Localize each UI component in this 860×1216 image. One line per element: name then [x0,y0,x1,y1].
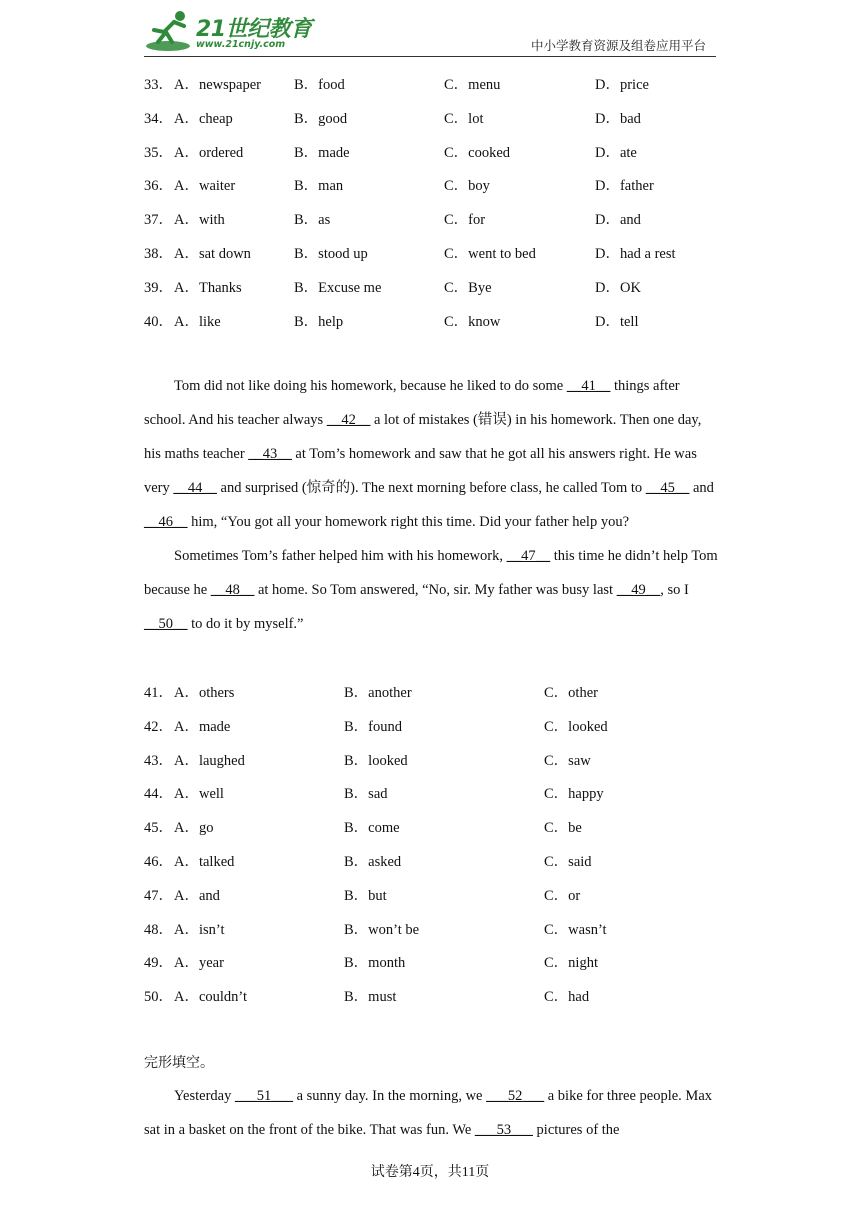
option-a: A．isn’t [174,921,225,938]
option-b: B．looked [344,752,408,769]
question-number: 33． [144,77,173,93]
passage-text: to do it by myself.” [187,616,304,632]
passage-text: and surprised (惊奇的). The next morning before class, he called Tom to [216,480,646,496]
option-c: C．night [544,955,598,972]
option-b: B．good [294,110,348,127]
question-number: 40． [144,313,173,330]
logo-text: 21世纪教育 [196,17,312,42]
passage-text: him, “You got all your homework right this time. Did your father help you? [187,514,630,530]
header-platform-text: 中小学教育资源及组卷应用平台 [530,38,706,53]
question-number: 47． [144,887,173,904]
option-b: B．but [344,887,387,904]
passage-text: and [689,480,714,496]
passage-text: this time he didn’t help Tom because he [144,548,718,598]
option-d: D．OK [595,279,641,296]
passage-3 [144,1079,718,1147]
option-a: A．go [174,820,214,837]
option-a: A．sat down [174,246,251,262]
option-a: A．waiter [174,178,236,195]
runner-logo-icon [144,8,196,54]
question-number: 42． [144,718,173,735]
question-number: 50． [144,989,173,1006]
option-c: C．for [444,212,486,229]
option-a: A．cheap [174,110,233,127]
option-c: C．had [544,989,590,1006]
option-a: A．Thanks [174,279,242,296]
option-b: B．Excuse me [294,279,382,296]
option-c: C．saw [544,752,591,769]
option-a: A．well [174,786,224,803]
option-b: B．found [344,718,402,735]
answer-blank: __44__ [173,480,217,496]
passage-text: Sometimes Tom’s father helped him with his homework, [174,548,507,564]
option-a: A．and [174,887,220,904]
question-number: 34． [144,110,173,127]
option-d: D．and [595,212,641,229]
option-d: D．father [595,178,654,195]
question-number: 45． [144,820,173,837]
passage-text: a bike for three people. Max sat in a basket on the front of the bike. That was fun. We [144,1088,713,1138]
answer-blank: __50__ [144,616,188,632]
option-a: A．made [174,718,231,735]
option-b: B．help [294,313,344,330]
answer-blank: __49__ [616,582,661,598]
option-b: B．sad [344,786,388,803]
question-number: 39． [144,279,173,296]
answer-blank: __41__ [566,378,611,394]
option-d: D．had a rest [595,246,676,262]
logo-url: www.21cnjy.com [196,39,286,50]
paragraph [144,1079,718,1147]
option-b: B．must [344,989,397,1006]
option-a: A．year [174,955,224,972]
question-number: 37． [144,212,173,229]
option-b: B．stood up [294,246,368,262]
question-number: 41． [144,685,173,701]
option-d: D．tell [595,313,639,330]
paragraph [144,369,718,539]
option-b: B．food [294,77,345,93]
option-d: D．ate [595,144,637,161]
passage-text: at Tom’s homework and saw that he got all his answers right. He was very [144,446,697,496]
page-footer: 试卷第4页，共11页 [370,1165,490,1180]
answer-blank: __46__ [144,514,188,530]
option-a: A．with [174,212,225,229]
question-number: 35． [144,144,173,161]
option-b: B．won’t be [344,921,420,938]
answer-blank: __48__ [210,582,255,598]
passage-text: a sunny day. In the morning, we [292,1088,487,1104]
answer-blank: __43__ [248,446,292,462]
option-c: C．looked [544,718,608,735]
option-a: A．talked [174,854,235,870]
passage-text: a lot of mistakes (错误) in his homework. Then one day, his maths teacher [144,412,702,462]
option-c: C．other [544,685,598,701]
option-a: A．newspaper [174,77,261,93]
option-b: B．man [294,178,344,195]
answer-blank: __42__ [326,412,371,428]
option-b: B．made [294,144,350,161]
option-b: B．come [344,820,400,837]
question-number: 48． [144,921,173,938]
option-c: C．wasn’t [544,921,607,938]
passage-text: things after school. And his teacher always [144,378,680,428]
option-c: C．went to bed [444,246,536,262]
option-c: C．be [544,820,582,837]
option-c: C．menu [444,77,501,93]
option-c: C．lot [444,110,484,127]
answer-blank: __45__ [645,480,690,496]
option-d: D．price [595,77,649,93]
option-a: A．ordered [174,144,244,161]
option-b: B．as [294,212,331,229]
answer-blank: ___52___ [486,1088,545,1104]
option-a: A．others [174,685,235,701]
passage-text: Tom did not like doing his homework, because he liked to do some [174,378,567,394]
option-c: C．Bye [444,279,492,296]
option-c: C．boy [444,178,490,195]
passage-text: Yesterday [174,1088,235,1104]
option-b: B．another [344,685,412,701]
answer-blank: __47__ [506,548,551,564]
question-number: 38． [144,246,173,262]
section-instruction: 完形填空。 [144,1055,214,1071]
answer-blank: ___51___ [234,1088,293,1104]
option-a: A．couldn’t [174,989,248,1006]
option-b: B．month [344,955,406,972]
question-number: 46． [144,854,173,870]
question-number: 49． [144,955,173,972]
site-logo [144,8,314,54]
option-c: C．happy [544,786,604,803]
option-a: A．laughed [174,752,245,769]
passage-text: , so I [660,582,689,598]
question-number: 36． [144,178,173,195]
paragraph [144,539,718,641]
passage-text: at home. So Tom answered, “No, sir. My father was busy last [254,582,617,598]
question-number: 43． [144,752,173,769]
option-b: B．asked [344,854,402,870]
option-a: A．like [174,313,221,330]
page-header [144,8,716,57]
option-c: C．know [444,313,501,330]
option-c: C．cooked [444,144,511,161]
question-number: 44． [144,786,173,803]
passage-text: pictures of the [532,1122,620,1138]
passage-2 [144,369,718,641]
option-c: C．or [544,887,581,904]
answer-blank: ___53___ [474,1122,533,1138]
option-d: D．bad [595,110,641,127]
option-c: C．said [544,854,592,870]
